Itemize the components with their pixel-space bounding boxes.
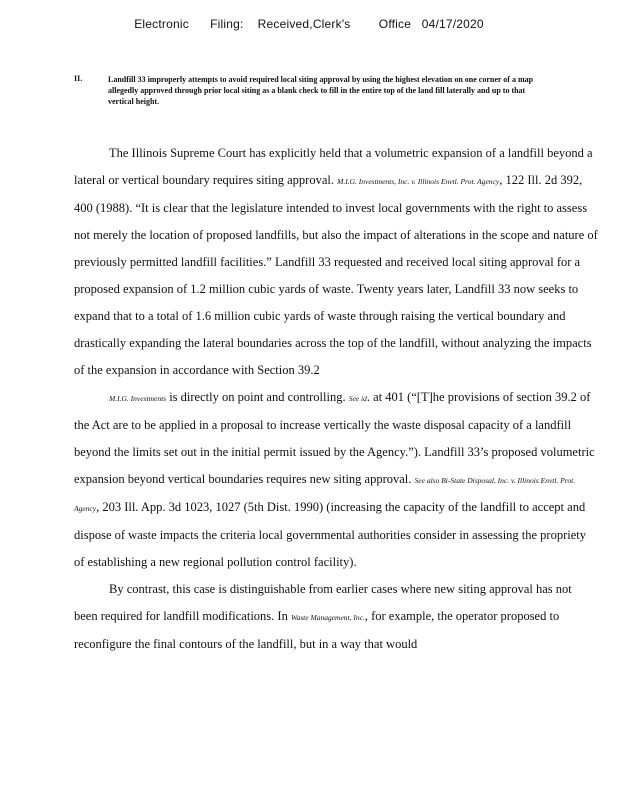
paragraph-3-text-b: , for example, the operator proposed to reconfigure the final contours of the landfill, but in a way that would bbox=[74, 609, 560, 651]
paragraph-1-text-b: , 122 Ill. 2d 392, 400 (1988). “It is clear that the legislature intended to invest local governments with the right to assess not merely the location of proposed landfills, but also the impact of alterations in the scope and nature of previously permitted landfill facilities.” Landfill 33 requested and received local siting approval for a proposed expansion of 1.2 million cubic yards of waste. Twenty years later, Landfill 33 now seeks to expand that to a total of 1.6 million cubic yards of waste through raising the vertical boundary and drastically expanding the lateral boundaries across the top of the landfill, without analyzing the impacts of the expansion in accordance with Section 39.2 bbox=[74, 173, 598, 377]
paragraph-3 bbox=[74, 576, 598, 658]
paragraph-2-text-a: is directly on point and controlling. bbox=[166, 390, 349, 404]
paragraph-2-text-c: , 203 Ill. App. 3d 1023, 1027 (5th Dist. 1990) (increasing the capacity of the landfill to accept and dispose of waste impacts the criteria local governmental authorities consider in assessing the propriety of establishing a new regional pollution control facility). bbox=[74, 500, 587, 569]
paragraph-1-text-a: The Illinois Supreme Court has explicitly held that a volumetric expansion of a landfill beyond a lateral or vertical boundary requires siting approval. bbox=[74, 146, 593, 187]
citation-mig-short: M.I.G. Investments bbox=[109, 394, 167, 403]
electronic-filing-header: Electronic Filing: Received,Clerk's Office 04/17/2020 bbox=[134, 17, 484, 31]
citation-see-id: See id bbox=[348, 394, 367, 403]
citation-bi-state: See also Bi-State Disposal, Inc. v. Illinois Envtl. Prot. Agency bbox=[74, 476, 576, 513]
section-number: II. bbox=[74, 74, 83, 83]
paragraph-3-text-a: By contrast, this case is distinguishable from earlier cases where new siting approval has not been required for landfill modifications. In bbox=[74, 582, 572, 623]
paragraph-1 bbox=[74, 140, 598, 384]
section-title: Landfill 33 improperly attempts to avoid required local siting approval by using the highest elevation on one corner of a map allegedly approved through prior local siting as a blank check to fill in the entire top of the land fill laterally and up to that vertical height. bbox=[108, 75, 534, 106]
paragraph-2 bbox=[74, 384, 598, 576]
citation-waste-management: Waste Management, Inc. bbox=[290, 613, 365, 622]
paragraph-2-text-b: . at 401 (“[T]he provisions of section 39.2 of the Act are to be applied in a proposal to increase vertically the waste disposal capacity of a landfill beyond the limits set out in the initial permit issued by the Agency.”). Landfill 33’s proposed volumetric expansion beyond vertical boundaries requires new siting approval. bbox=[74, 390, 595, 486]
section-heading bbox=[74, 74, 544, 107]
citation-mig-investments: M.I.G. Investments, Inc. v. Illinois Envtl. Prot. Agency bbox=[337, 177, 500, 186]
document-body bbox=[74, 140, 598, 658]
